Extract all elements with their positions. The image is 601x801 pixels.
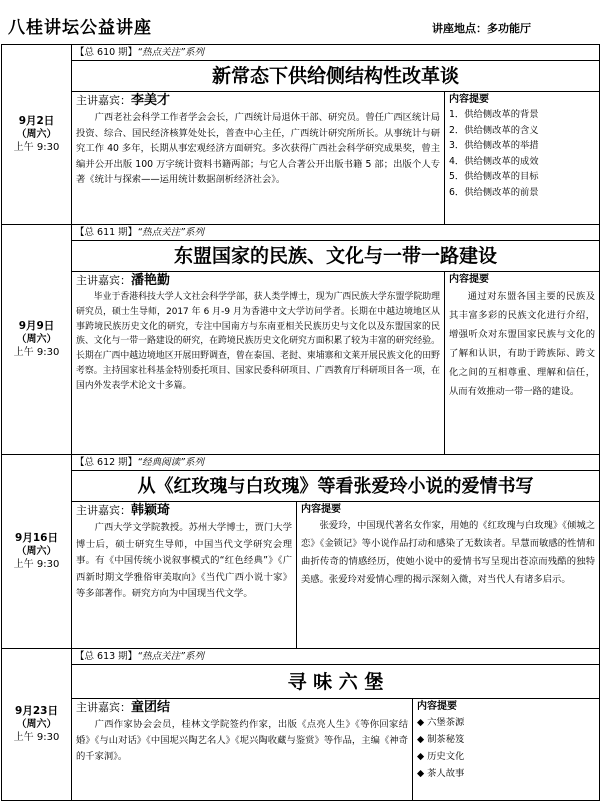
speaker-bio: 毕业于香港科技大学人文社会科学学部，获人类学博士，现为广西民族大学东盟学院助理研究员，硕士生导师，2017 年 6 月-9 月为香港中文大学访问学者。长期在中越边境地区从事跨境民族历史文化的研究，专注中国南方与东南亚相关民族历史与文化以及东盟国家的民族、文化与一带一路建设的研究，在跨境民族历史文化研究方面积累了较为丰富的研究经验。长期在广西中越边境地区开展田野调查，曾在泰国、老挝、柬埔寨和文莱开展民族文化的田野考察。主持国家社科基金特别委托项目、国家民委科研项目、广西教育厅科研项目各一项，在国内外发表学术论文十多篇。 (76, 292, 440, 391)
highlights-heading: 内容提要 (301, 504, 341, 515)
lecture-title: 新常态下供给侧结构性改革谈 (72, 61, 599, 92)
highlight-item: 3．供给侧改革的举措 (449, 140, 539, 151)
highlights-heading: 内容提要 (417, 701, 457, 712)
session-date-cell (2, 45, 72, 225)
session-date: 9月2日 (18, 115, 55, 127)
speaker-name: 李美才 (131, 93, 171, 108)
highlight-item: 6．供给侧改革的前景 (449, 186, 539, 198)
session-content-cell (72, 45, 600, 225)
highlight-item: ◆ 制茶秘笈 (417, 734, 465, 745)
diamond-bullet-icon: ◆ (417, 751, 425, 762)
highlights-section (297, 502, 599, 648)
session-date: 9月9日 (18, 320, 55, 332)
diamond-bullet-icon: ◆ (417, 717, 425, 728)
highlight-item: 2．供给侧改革的含义 (449, 124, 539, 136)
speaker-bio: 广西大学文学院教授。苏州大学博士，贾门大学博士后，硕士研究生导师，中国当代文学研究会理事。有《中国传统小说叙事模式的“红色经典”》《广西新时期文学雅俗审美取向》《当代广西小说十家》等多部著作。研究方向为中国现当代文学。 (76, 522, 292, 599)
session-time: 上午 9:30 (13, 732, 60, 743)
venue-label: 讲座地点：多功能厅 (432, 22, 531, 35)
lecture-schedule-table (1, 44, 600, 801)
highlights-heading: 内容提要 (449, 274, 489, 285)
session-date: 9月23日 (15, 705, 58, 717)
highlights-heading: 内容提要 (449, 94, 489, 105)
highlight-item: 5．供给侧改革的目标 (449, 171, 539, 182)
highlights-section (445, 272, 599, 454)
diamond-bullet-icon: ◆ (417, 734, 425, 745)
session-content-cell (72, 225, 600, 455)
page-header (0, 0, 601, 44)
session-date-cell (2, 225, 72, 455)
speaker-bio: 广西作家协会会员，桂林文学院签约作家，出版《点亮人生》《等你回家结婚》《与山对话》《中国坭兴陶艺名人》《坭兴陶收藏与鉴赏》等作品，主编《神奇的千家洞》。 (76, 719, 408, 762)
series-label: 【总 613 期】“热点关注”系列 (72, 649, 599, 665)
session-weekday: （周六） (16, 719, 57, 730)
speaker-bio: 广西老社会科学工作者学会会长，广西统计局退休干部、研究员。曾任广西区统计局投资、综合、国民经济核算处处长，普查中心主任，广西统计研究所所长。从事统计与研究工作 40 多年，长期从事宏观经济方面研究。多次获得广西社会科学研究成果奖，曾主编并公开出版 100 万字统计资料书籍两部；与它人合著公开出版书籍 5 部；出版个人专著《统计与探索——运用统计数据剖析经济社会》。 (76, 112, 440, 185)
session-time: 上午 9:30 (13, 559, 60, 570)
speaker-line: 主讲嘉宾：潘艳勤 (76, 273, 171, 288)
page-title: 八桂讲坛公益讲座 (8, 18, 152, 38)
session-row (2, 649, 600, 801)
highlights-section (445, 92, 599, 224)
speaker-section (72, 92, 445, 224)
highlight-item: ◆ 历史文化 (417, 751, 465, 762)
highlight-item: 4．供给侧改革的成效 (449, 155, 539, 167)
highlights-section (413, 699, 599, 800)
lecture-title: 东盟国家的民族、文化与一带一路建设 (72, 241, 599, 272)
session-row (2, 455, 600, 649)
session-time: 上午 9:30 (13, 142, 60, 153)
diamond-bullet-icon: ◆ (417, 768, 425, 779)
speaker-line: 主讲嘉宾：童团结 (76, 700, 171, 715)
speaker-line: 主讲嘉宾：李美才 (76, 93, 171, 108)
speaker-name: 童团结 (131, 700, 171, 715)
series-label: 【总 612 期】“经典阅读”系列 (72, 455, 599, 471)
speaker-line: 主讲嘉宾：韩颖琦 (76, 503, 171, 518)
session-content-cell (72, 455, 600, 649)
speaker-name: 潘艳勤 (131, 273, 171, 288)
session-content-cell (72, 649, 600, 801)
session-date-cell (2, 649, 72, 801)
session-time: 上午 9:30 (13, 347, 60, 358)
speaker-section (72, 699, 413, 800)
series-label: 【总 610 期】“热点关注”系列 (72, 45, 599, 61)
session-weekday: （周六） (16, 129, 57, 140)
session-row (2, 225, 600, 455)
session-date: 9月16日 (15, 532, 58, 544)
highlight-item: ◆ 六堡茶源 (417, 717, 465, 728)
series-label: 【总 611 期】“热点关注”系列 (72, 225, 599, 241)
session-weekday: （周六） (16, 334, 57, 345)
lecture-title: 从《红玫瑰与白玫瑰》等看张爱玲小说的爱情书写 (72, 471, 599, 502)
lecture-title: 寻 味 六 堡 (72, 665, 599, 699)
highlights-text: 张爱玲，中国现代著名女作家，用她的《红玫瑰与白玫瑰》《倾城之恋》《金锁记》等小说作品打动和感染了无数读者。早慧而敏感的性情和曲折传奇的情感经历，使她小说中的爱情书写呈现出苍凉而残酷的独特美感。张爱玲对爱情心理的揭示深刻入微，对当代人有诸多启示。 (301, 520, 595, 585)
highlights-text: 通过对东盟各国主要的民族及其丰富多彩的民族文化进行介绍，增强听众对东盟国家民族与文化的了解和认识，有助于跨族际、跨文化之间的互相尊重、理解和信任，从而有效推动一带一路的建设。 (449, 291, 595, 397)
highlight-item: 1．供给侧改革的背景 (449, 109, 539, 120)
speaker-section (72, 502, 297, 648)
speaker-name: 韩颖琦 (131, 503, 171, 518)
highlight-item: ◆ 茶人故事 (417, 768, 465, 779)
session-date-cell (2, 455, 72, 649)
speaker-section (72, 272, 445, 454)
session-weekday: （周六） (16, 546, 57, 557)
session-row (2, 45, 600, 225)
